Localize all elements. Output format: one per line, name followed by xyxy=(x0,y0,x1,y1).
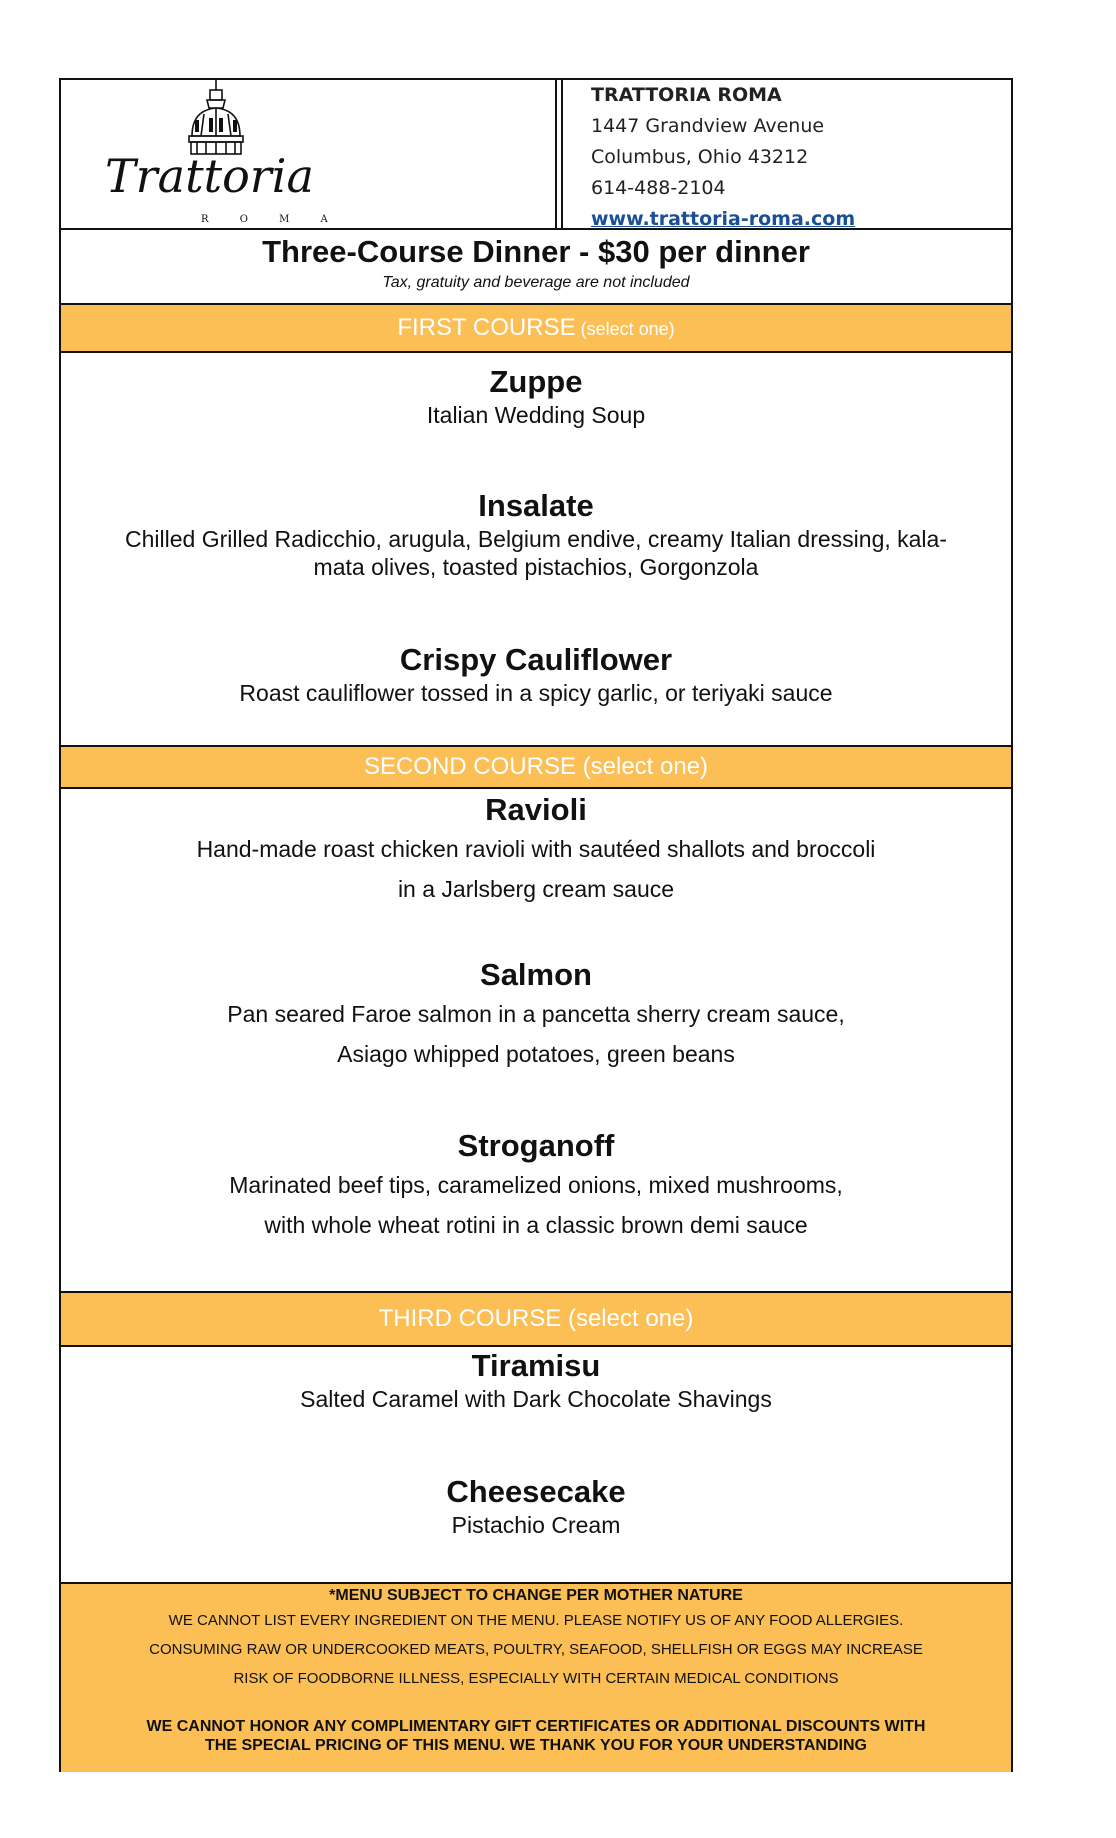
city-state-zip: Columbus, Ohio 43212 xyxy=(591,146,809,168)
item-title: Ravioli xyxy=(485,792,587,827)
logo-sub-text: R O M A xyxy=(201,214,342,225)
item-desc: Pan seared Faroe salmon in a pancetta sherry cream sauce, xyxy=(227,1001,845,1027)
address-block xyxy=(591,80,1001,235)
menu-item xyxy=(61,1127,1011,1245)
item-title: Crispy Cauliflower xyxy=(399,642,673,677)
item-desc: Pistachio Cream xyxy=(451,1512,621,1538)
item-desc: Salted Caramel with Dark Chocolate Shavings xyxy=(300,1386,772,1412)
item-title: Stroganoff xyxy=(457,1128,615,1163)
menu-note: Tax, gratuity and beverage are not included xyxy=(382,274,690,291)
menu-item xyxy=(61,1473,1011,1539)
second-course-label: SECOND COURSE (select one) xyxy=(363,753,709,780)
item-desc: Hand-made roast chicken ravioli with sautéed shallots and broccoli xyxy=(196,836,876,862)
item-desc: in a Jarlsberg cream sauce xyxy=(397,876,675,902)
item-desc: mata olives, toasted pistachios, Gorgonzola xyxy=(313,554,759,580)
footer-line: CONSUMING RAW OR UNDERCOOKED MEATS, POULTRY, SEAFOOD, SHELLFISH OR EGGS MAY INCREASE xyxy=(149,1641,923,1658)
first-course-label: FIRST COURSE xyxy=(397,314,576,341)
item-title: Insalate xyxy=(478,488,594,523)
menu-item xyxy=(61,363,1011,429)
second-course-header xyxy=(61,745,1011,789)
item-title: Cheesecake xyxy=(446,1474,626,1509)
item-desc: Asiago whipped potatoes, green beans xyxy=(337,1041,735,1067)
third-course-header xyxy=(61,1291,1011,1347)
menu-header xyxy=(61,80,1011,230)
website-link[interactable]: www.trattoria-roma.com xyxy=(591,208,856,230)
item-desc: Roast cauliflower tossed in a spicy garlic, or teriyaki sauce xyxy=(239,680,833,706)
item-desc: Italian Wedding Soup xyxy=(426,402,646,428)
logo xyxy=(61,80,555,228)
item-desc: Marinated beef tips, caramelized onions, mixed mushrooms, xyxy=(229,1172,843,1198)
footer-line: *MENU SUBJECT TO CHANGE PER MOTHER NATURE xyxy=(329,1587,743,1604)
menu-footer xyxy=(61,1582,1011,1772)
menu-item xyxy=(61,956,1011,1074)
footer-line: WE CANNOT HONOR ANY COMPLIMENTARY GIFT CERTIFICATES OR ADDITIONAL DISCOUNTS WITH xyxy=(146,1718,926,1735)
menu-item xyxy=(61,791,1011,909)
street-address: 1447 Grandview Avenue xyxy=(591,115,825,137)
dome-logo-icon xyxy=(61,80,555,228)
menu-item xyxy=(61,1347,1011,1413)
menu-item xyxy=(61,641,1011,707)
footer-line: WE CANNOT LIST EVERY INGREDIENT ON THE MENU. PLEASE NOTIFY US OF ANY FOOD ALLERGIES. xyxy=(168,1612,904,1629)
item-desc: Chilled Grilled Radicchio, arugula, Belgium endive, creamy Italian dressing, kala- xyxy=(124,526,947,552)
item-title: Zuppe xyxy=(489,364,583,399)
item-title: Salmon xyxy=(480,957,592,992)
first-course-note: (select one) xyxy=(575,319,675,339)
logo-script-text: Trattoria xyxy=(105,149,314,203)
footer-line: RISK OF FOODBORNE ILLNESS, ESPECIALLY WITH CERTAIN MEDICAL CONDITIONS xyxy=(233,1670,839,1687)
phone-number: 614-488-2104 xyxy=(591,177,726,199)
restaurant-name: TRATTORIA ROMA xyxy=(591,84,782,106)
menu-title: Three-Course Dinner - $30 per dinner xyxy=(262,234,810,269)
menu-title-box xyxy=(61,230,1011,305)
item-title: Tiramisu xyxy=(471,1348,601,1383)
item-desc: with whole wheat rotini in a classic brown demi sauce xyxy=(264,1212,808,1238)
footer-line: THE SPECIAL PRICING OF THIS MENU. WE THANK YOU FOR YOUR UNDERSTANDING xyxy=(205,1737,867,1754)
menu-page xyxy=(59,78,1013,1772)
menu-item xyxy=(61,487,1011,581)
first-course-header xyxy=(61,305,1011,353)
third-course-label: THIRD COURSE (select one) xyxy=(378,1305,694,1332)
